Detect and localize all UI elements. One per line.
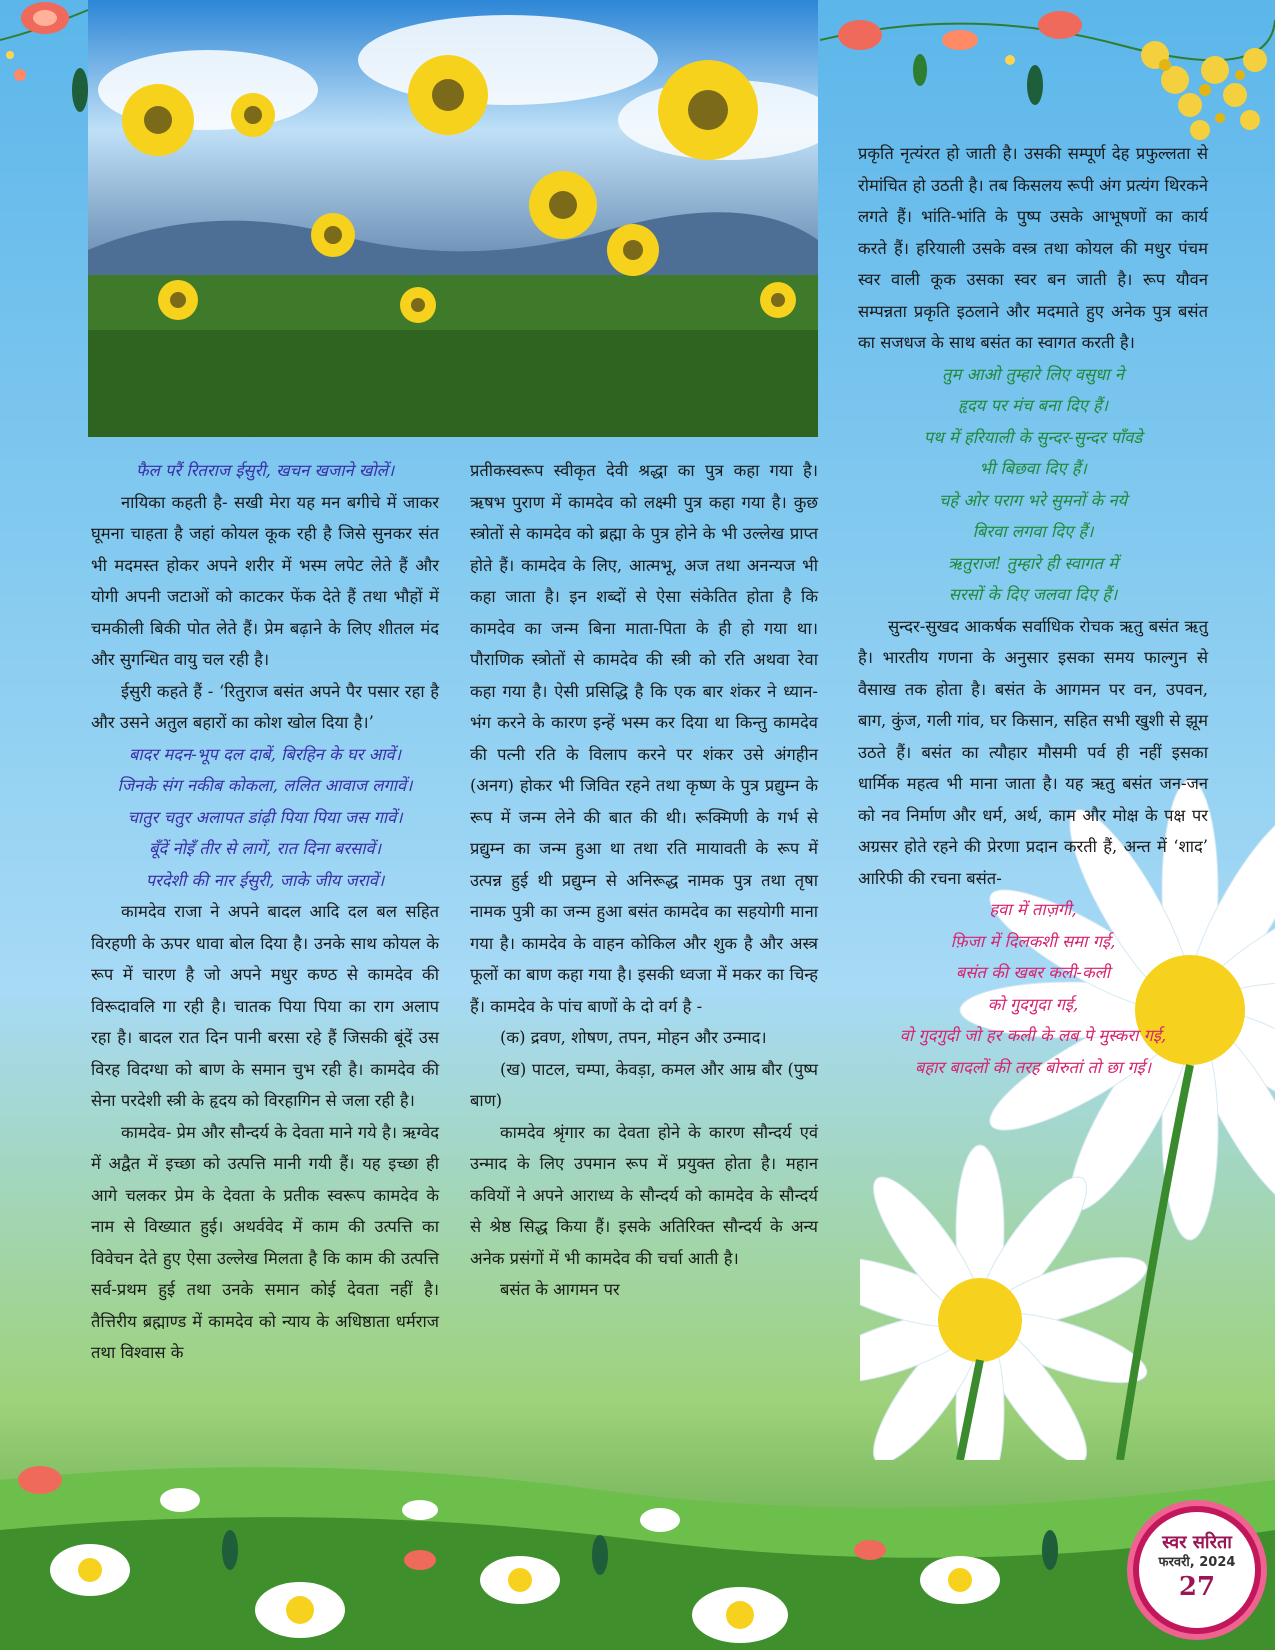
verse-line: बिरवा लगवा दिए हैं।: [972, 522, 1094, 541]
paragraph: नायिका कहती है- सखी मेरा यह मन बगीचे में जाकर घूमना चाहता है जहां कोयल कूक रही है जिसे सुनकर संत भी मदमस्त होकर अपने शरीर में भस्म लपेट लेते हैं और योगी अपनी जटाओं को काटकर फेंक देते हैं तथा भौहों में चमकीली बिकी पोत लेते हैं। प्रेम बढ़ाने के लिए शीतल मंद और सुगन्धित वायु चल रही है।: [91, 492, 439, 669]
verse-line: वो गुदगुदी जो हर कली के लब पे मुस्करा गई,: [899, 1026, 1167, 1045]
verse-line: बहार बादलों की तरह बोरुतां तो छा गई।: [914, 1057, 1152, 1077]
issue-date: फरवरी, 2024: [1158, 1555, 1236, 1570]
sunflower-field-photo: [88, 0, 818, 437]
verse-line: भी बिछवा दिए हैं।: [979, 459, 1087, 478]
text-column-3: [858, 138, 1208, 1083]
verse-line: तुम आओ तुम्हारे लिए वसुधा ने: [942, 364, 1124, 384]
verse-line: बसंत की खबर कली-कली: [955, 963, 1111, 982]
verse-line: चहे ओर पराग भरे सुमनों के नये: [938, 490, 1128, 510]
verse-line: हवा में ताज़गी,: [989, 900, 1077, 919]
verse-line: बूँदें नोइँ तीर से लागें, रात दिना बरसावें।: [149, 839, 381, 858]
floral-corner-top-left: [0, 0, 90, 120]
verse-line: सरसों के दिए जलवा दिए हैं।: [948, 585, 1118, 604]
paragraph: प्रतीकस्वरूप स्वीकृत देवी श्रद्धा का पुत्र कहा गया है। ऋषभ पुराण में कामदेव को लक्ष्मी पुत्र कहा गया है। कुछ स्त्रोतों से कामदेव को ब्रह्मा के पुत्र होने के भी उल्लेख प्राप्त होते हैं। कामदेव के लिए, आत्मभू, अज तथा अनन्यज भी कहा जाता है। इन शब्दों से ऐसा संकेतित होता है कि कामदेव का जन्म बिना माता-पिता के ही हो गया था। पौराणिक स्त्रोतों से कामदेव की स्त्री को रति अथवा रेवा कहा गया है। ऐसी प्रसिद्धि है कि एक बार शंकर ने ध्यान-भंग करने के कारण इन्हें भस्म कर दिया था किन्तु कामदेव की पत्नी रति के विलाप करने पर शंकर उसे अंगहीन (अनग) होकर भी जिवित रहने तथा कृष्ण के पुत्र प्रद्युम्न के रूप में जन्म लेने की बात की थी। रूक्मिणी के गर्भ से प्रद्युम्न का जन्म हुआ था तथा रति मायावती के रूप में उत्पन्न हुई थी प्रद्युम्न से अनिरूद्ध नामक पुत्र तथा तृषा नामक पुत्री का जन्म हुआ बसंत कामदेव का सहयोगी माना गया है। कामदेव के वाहन कोकिल और शुक है और अस्त्र फूलों का बाण कहा गया है। इसकी ध्वजा में मकर का चिन्ह हैं। कामदेव के पांच बाणों के दो वर्ग है -: [470, 461, 818, 1016]
text-column-1: [91, 455, 439, 1369]
paragraph: सुन्दर-सुखद आकर्षक सर्वाधिक रोचक ऋतु बसंत ऋतु है। भारतीय गणना के अनुसार इसका समय फाल्गुन से वैसाख तक होता है। बसंत के आगमन पर वन, उपवन, बाग, कुंज, गली गांव, घर किसान, सहित सभी खुशी से झूम उठते हैं। बसंत का त्यौहार मौसमी पर्व ही नहीं इसका धार्मिक महत्व भी माना जाता है। यह ऋतु बसंत जन-जन को नव निर्माण और धर्म, अर्थ, काम और मोक्ष के पक्ष पर अग्रसर होते रहने की प्रेरणा प्रदान करती हैं, अन्त में ‘शाद’ आरिफी की रचना बसंत-: [858, 616, 1208, 888]
verse-line: फ़िजा में दिलकशी समा गई,: [950, 931, 1116, 951]
paragraph: बसंत के आगमन पर: [500, 1280, 620, 1299]
verse-line: को गुदगुदा गई,: [987, 994, 1079, 1014]
paragraph: कामदेव- प्रेम और सौन्दर्य के देवता माने गये है। ऋग्वेद में अद्वैत में इच्छा को उत्पत्ति मानी गयी हैं। यह इच्छा ही आगे चलकर प्रेम के देवता के प्रतीक स्वरूप कामदेव के नाम से विख्यात हुई। अथर्ववेद में काम की उत्पत्ति का विवेचन देते हुए ऐसा उल्लेख मिलता है कि काम की उत्पत्ति सर्व-प्रथम हुई तथा उनके समान कोई देवता नहीं है। तैत्तिरीय ब्रह्माण्ड में कामदेव को न्याय के अधिष्ठाता धर्मराज तथा विश्वास के: [91, 1122, 439, 1362]
magazine-page-badge: [1133, 1506, 1261, 1634]
verse-line: फैल परैं रितराज ईसुरी, खचन खजाने खोलें।: [135, 461, 395, 480]
paragraph: प्रकृति नृत्यंरत हो जाती है। उसकी सम्पूर्ण देह प्रफुल्लता से रोमांचित हो उठती है। तब किसलय रूपी अंग प्रत्यंग थिरकने लगते हैं। भांति-भांति के पुष्प उसके आभूषणों का कार्य करते हैं। हरियाली उसके वस्त्र तथा कोयल की मधुर पंचम स्वर वाली कूक उसका स्वर बन जाती है। रूप यौवन सम्पन्नता प्रकृति इठलाने और मदमाते हुए अनेक पुत्र बसंत का सजधज के साथ बसंत का स्वागत करती है।: [858, 144, 1208, 352]
verse-line: पथ में हरियाली के सुन्दर-सुन्दर पाँवडे: [923, 427, 1143, 447]
verse-line: बादर मदन-भूप दल दाबें, बिरहिन के घर आवें।: [128, 744, 401, 764]
magazine-title: स्वर सरिता: [1162, 1532, 1232, 1553]
floral-meadow-bottom: [0, 1440, 1275, 1650]
floral-corner-top-right: [820, 0, 1275, 140]
paragraph: ईसुरी कहते हैं - ‘रितुराज बसंत अपने पैर पसार रहा है और उसने अतुल बहारों का कोश खोल दिया है।’: [91, 681, 439, 732]
verse-line: हृदय पर मंच बना दिए हैं।: [957, 396, 1109, 415]
text-column-2: [470, 455, 818, 1306]
verse-line: चातुर चतुर अलापत डांढ़ी पिया पिया जस गावें।: [127, 807, 403, 827]
paragraph: कामदेव श्रृंगार का देवता होने के कारण सौन्दर्य एवं उन्माद के लिए उपमान रूप में प्रयुक्त होता है। महान कवियों ने अपने आराध्य के सौन्दर्य को कामदेव के सौन्दर्य से श्रेष्ठ सिद्ध किया हैं। इसके अतिरिक्त सौन्दर्य के अन्य अनेक प्रसंगों में भी कामदेव की चर्चा आती है।: [470, 1122, 818, 1268]
verse-line: ऋतुराज! तुम्हारे ही स्वागत में: [948, 553, 1118, 573]
list-item: (ख) पाटल, चम्पा, केवड़ा, कमल और आम्र बौर (पुष्प बाण): [470, 1059, 818, 1110]
list-item: (क) द्रवण, शोषण, तपन, मोहन और उन्माद।: [500, 1028, 767, 1047]
verse-line: जिनके संग नकीब कोकला, ललित आवाज लगावें।: [117, 776, 413, 795]
page-number: 27: [1178, 1572, 1216, 1602]
verse-line: परदेशी की नार ईसुरी, जाके जीय जरावें।: [145, 870, 385, 890]
paragraph: कामदेव राजा ने अपने बादल आदि दल बल सहित विरहणी के ऊपर धावा बोल दिया है। उनके साथ कोयल के रूप में चारण है जो अपने मधुर कण्ठ से कामदेव की विरूदावलि गा रही है। चातक पिया पिया का राग अलाप रहा है। बादल रात दिन पानी बरसा रहे हैं जिसकी बूंदें उस विरह विदग्धा को बाण के समान चुभ रही है। कामदेव की सेना परदेशी स्त्री के हृदय को विरहागिन से जला रही है।: [91, 902, 439, 1110]
